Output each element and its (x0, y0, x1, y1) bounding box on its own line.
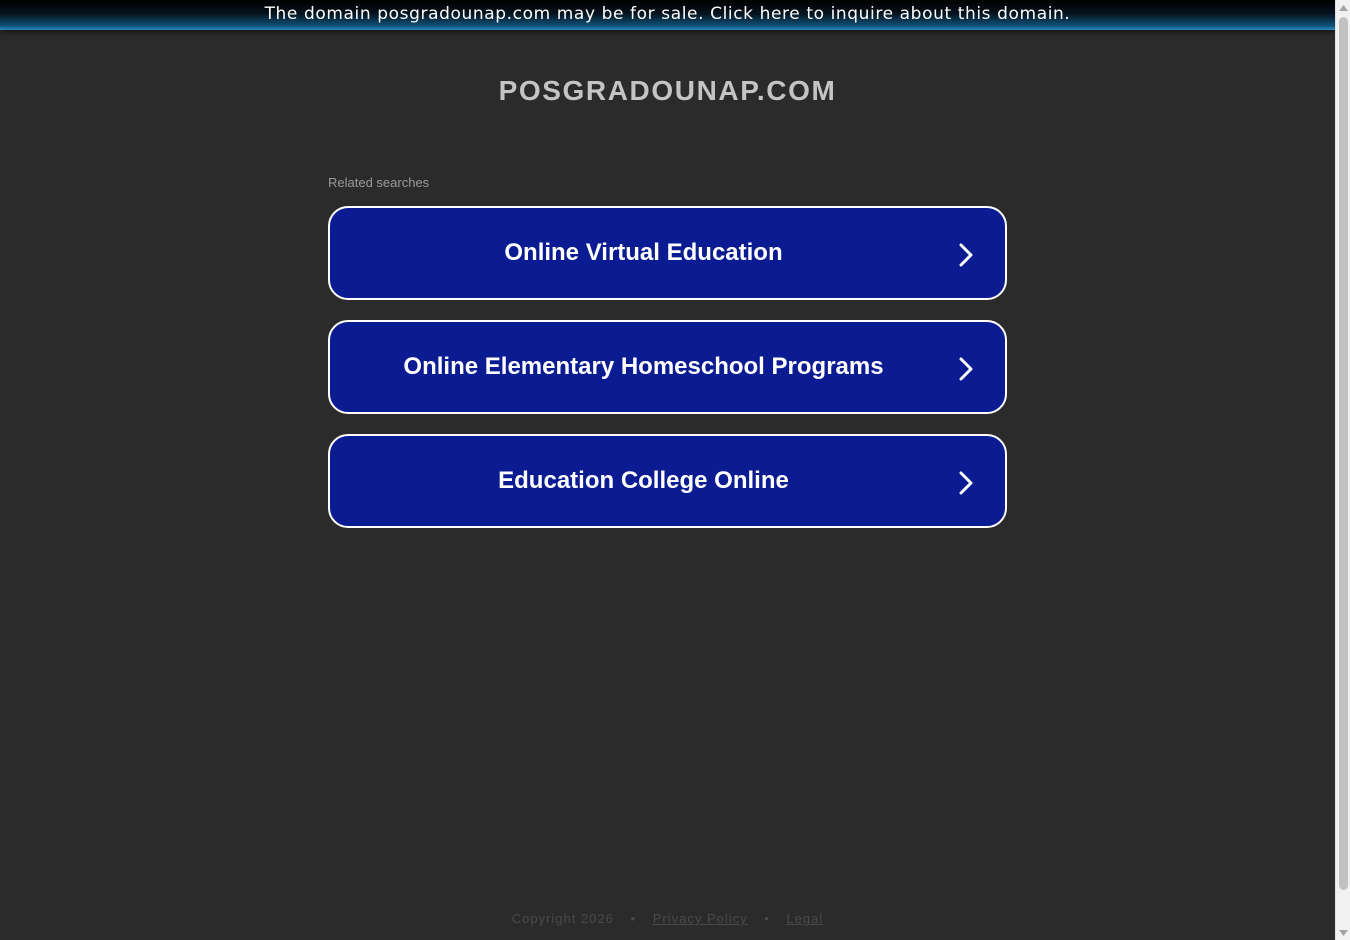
copyright-text: Copyright 2026 (511, 911, 614, 926)
footer (0, 911, 1335, 926)
privacy-policy-link[interactable]: Privacy Policy (652, 911, 748, 926)
related-searches-label: Related searches (328, 175, 430, 190)
related-searches-list (328, 206, 1007, 548)
vertical-scrollbar[interactable] (1335, 0, 1350, 940)
chevron-right-icon (955, 470, 977, 496)
footer-separator: • (630, 911, 637, 926)
legal-link[interactable]: Legal (786, 911, 824, 926)
related-search-online-elementary-homeschool-programs[interactable] (328, 320, 1007, 414)
scroll-up-arrow-icon[interactable] (1336, 0, 1350, 15)
related-search-label[interactable]: Online Virtual Education (504, 239, 783, 266)
related-search-label[interactable]: Online Elementary Homeschool Programs (403, 353, 884, 380)
scrollbar-thumb[interactable] (1339, 17, 1348, 890)
chevron-right-icon (955, 356, 977, 382)
related-search-label[interactable]: Education College Online (498, 467, 789, 494)
domain-sale-banner[interactable] (0, 0, 1335, 30)
related-search-online-virtual-education[interactable] (328, 206, 1007, 300)
scroll-down-arrow-icon[interactable] (1336, 925, 1350, 940)
footer-separator: • (764, 911, 770, 926)
domain-sale-banner-text[interactable]: The domain posgradounap.com may be for sale. Click here to inquire about this domain. (264, 4, 1071, 24)
related-search-education-college-online[interactable] (328, 434, 1007, 528)
site-title: POSGRADOUNAP.COM (498, 75, 837, 106)
chevron-right-icon (955, 242, 977, 268)
